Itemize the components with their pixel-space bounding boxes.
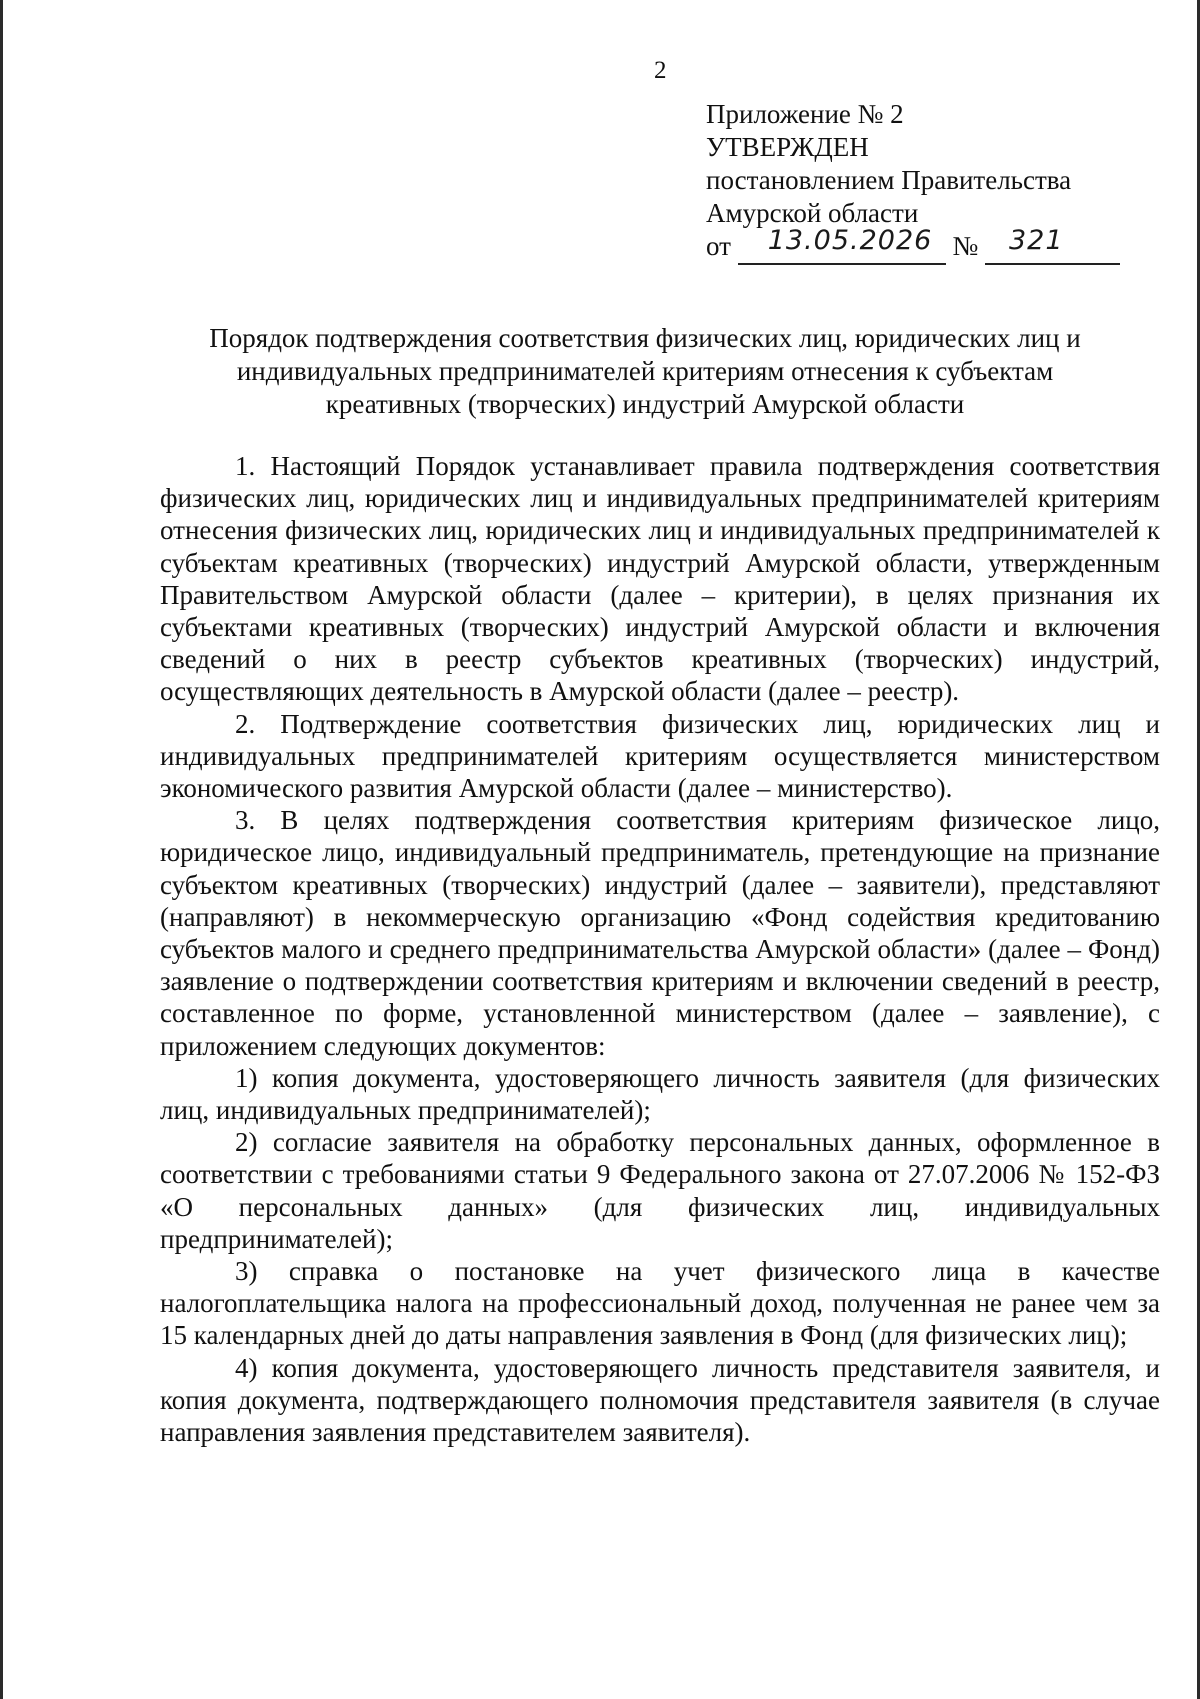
title-line-2: индивидуальных предпринимателей критериям отнесения к субъектам (236, 356, 1054, 386)
approval-block (706, 98, 1126, 265)
paragraph-1: 1. Настоящий Порядок устанавливает правила подтверждения соответствия физических лиц, юридических лиц и индивидуальных предпринимателей критериям отнесения физических лиц, юридических лиц и индивидуальных предпринимателей к субъектам креативных (творческих) индустрий Амурской области, утвержденным Правительством Амурской области (далее – критерии), в целях признания их субъектами креативных (творческих) индустрий Амурской области и включения сведений о них в реестр субъектов креативных (творческих) индустрий, осуществляющих деятельность в Амурской области (далее – реестр). (160, 451, 1160, 707)
handwritten-date: 13.05.2026 (738, 230, 946, 265)
resolution-label: постановлением Правительства (706, 165, 1072, 195)
date-prefix: от (706, 231, 731, 261)
document-body (160, 450, 1160, 1448)
title-line-3: креативных (творческих) индустрий Амурской области (325, 389, 965, 419)
date-number-line (706, 225, 1126, 265)
page-number: 2 (654, 57, 667, 84)
document-title (150, 322, 1140, 421)
number-prefix: № (952, 231, 979, 261)
appendix-label: Приложение № 2 (706, 99, 904, 129)
list-item-2: 2) согласие заявителя на обработку персональных данных, оформленное в соответствии с требованиями статьи 9 Федерального закона от 27.07.2006 № 152-ФЗ «О персональных данных» (для физических лиц, индивидуальных предпринимателей); (160, 1127, 1160, 1254)
region-label: Амурской области (706, 198, 919, 228)
title-line-1: Порядок подтверждения соответствия физических лиц, юридических лиц и (209, 323, 1081, 353)
list-item-1: 1) копия документа, удостоверяющего личность заявителя (для физических лиц, индивидуальных предпринимателей); (160, 1062, 1160, 1126)
handwritten-number: 321 (985, 230, 1120, 265)
list-item-4: 4) копия документа, удостоверяющего личность представителя заявителя, и копия документа, подтверждающего полномочия представителя заявителя (в случае направления заявления представителем заявителя). (160, 1352, 1160, 1448)
approved-label: УТВЕРЖДЕН (706, 132, 869, 162)
paragraph-3: 3. В целях подтверждения соответствия критериям физическое лицо, юридическое лицо, индивидуальный предприниматель, претендующие на признание субъектом креативных (творческих) индустрий (далее – заявители), представляют (направляют) в некоммерческую организацию «Фонд содействия кредитованию субъектов малого и среднего предпринимательства Амурской области» (далее – Фонд) заявление о подтверждении соответствия критериям и включении сведений в реестр, составленное по форме, установленной министерством (далее – заявление), с приложением следующих документов: (160, 805, 1160, 1061)
scan-edge-left (0, 0, 3, 1699)
list-item-3: 3) справка о постановке на учет физического лица в качестве налогоплательщика налога на профессиональный доход, полученная не ранее чем за 15 календарных дней до даты направления заявления в Фонд (для физических лиц); (160, 1256, 1160, 1351)
paragraph-2: 2. Подтверждение соответствия физических лиц, юридических лиц и индивидуальных предпринимателей критериям осуществляется министерством экономического развития Амурской области (далее – министерство). (160, 708, 1160, 804)
